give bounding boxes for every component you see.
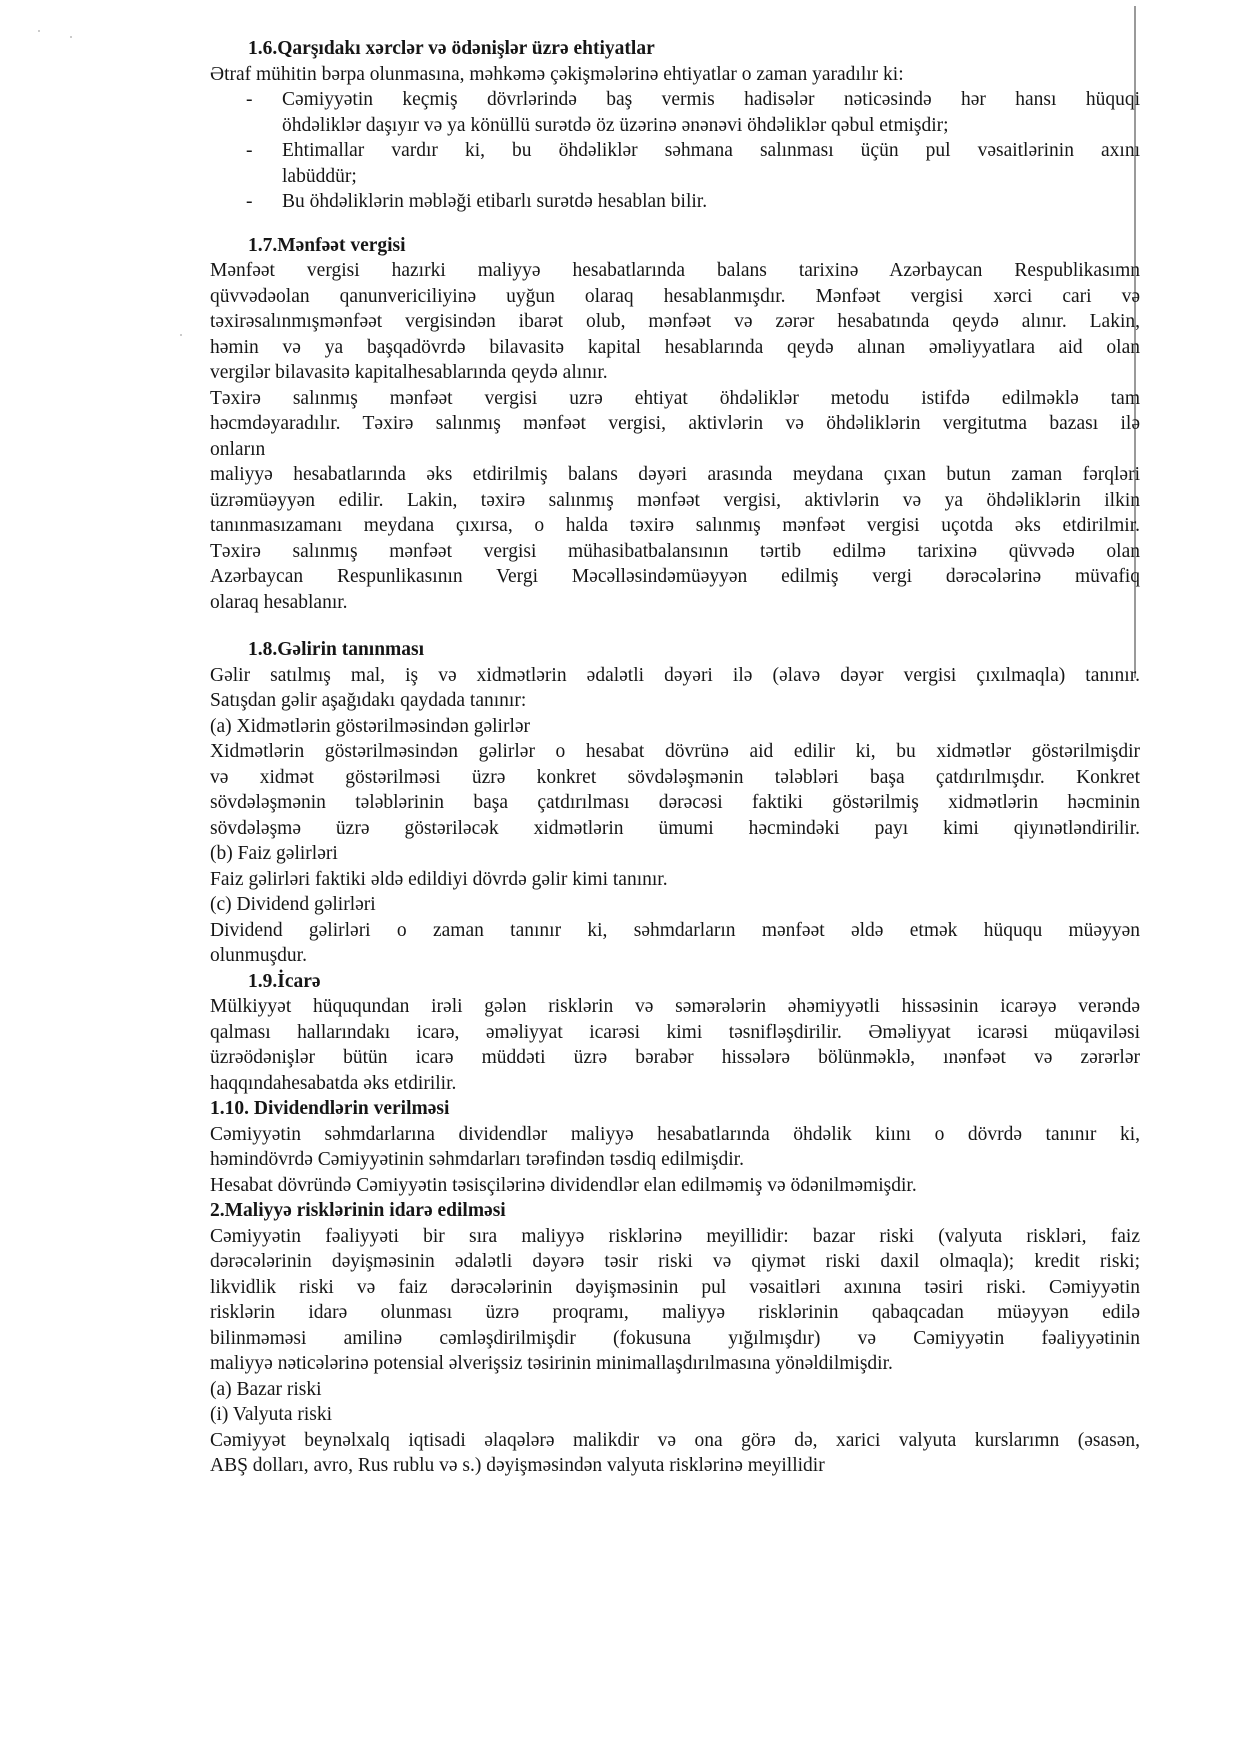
paragraph-line: həmin və ya başqadövrdə bilavasitə kapital hesablarında qeydə alınan əməliyyatlara aid olan — [210, 336, 1140, 358]
paragraph-line: tanınmasızamanı meydana çıxırsa, o halda təxirə salınmış mənfəət vergisi uçotda əks etdirilmir. — [210, 515, 1140, 536]
paragraph-line: Xidmətlərin göstərilməsindən gəlirlər o hesabat dövrünə aid edilir ki, bu xidmətlər göstərilmişdir — [210, 741, 1140, 762]
paragraph-line: maliyyə hesabatlarında əks etdirilmiş balans dəyəri arasında meydana çıxan butun zaman fərqləri — [210, 464, 1140, 485]
section-heading: 1.8.Gəlirin tanınması — [248, 639, 425, 660]
paragraph-line: Faiz gəlirləri faktiki əldə edildiyi dövrdə gəlir kimi tanınır. — [210, 868, 668, 890]
paragraph-line: Dividend gəlirləri o zaman tanınır ki, səhmdarların mənfəət əldə etmək hüququ müəyyən — [210, 919, 1140, 941]
paragraph-line: (i) Valyuta riski — [210, 1404, 333, 1425]
paragraph-line: Təxirə salınmış mənfəət vergisi uzrə ehtiyat öhdəliklər metodu istifdə edilməklə tam — [210, 387, 1140, 409]
section-heading: 1.10. Dividendlərin verilməsi — [210, 1098, 450, 1119]
section-heading: 1.7.Mənfəət vergisi — [248, 234, 406, 256]
paragraph-line: onların — [210, 438, 266, 460]
paragraph-line: likvidlik riski və faiz dərəcələrinin dəyişməsinin pul vəsaitləri axınına təsiri riski. Cəmiyyətin — [210, 1276, 1140, 1298]
paragraph-line: Mənfəət vergisi hazırki maliyyə hesabatlarında balans tarixinə Azərbaycan Respublikasımn — [210, 260, 1140, 281]
paragraph-line: Cəmiyyət beynəlxalq iqtisadi əlaqələrə malikdir və ona görə də, xarici valyuta kurslarımn (əsasən, — [210, 1429, 1140, 1451]
paragraph-line: (a) Bazar riski — [210, 1378, 322, 1400]
paragraph-line: bilinməməsi amilinə cəmləşdirilmişdir (fokusuna yığılmışdır) və Cəmiyyətin fəaliyyətinin — [210, 1327, 1140, 1349]
paragraph-line: sövdələşmənin tələblərinin başa çatdırılması dərəcəsi faktiki göstərilmiş xidmətlərin həcminin — [210, 792, 1140, 813]
paragraph-line: üzrəödənişlər bütün icarə müddəti üzrə bərabər hissələrə bölünməklə, ınənfəət və zərərlər — [210, 1047, 1140, 1068]
paragraph-line: Cəmiyyətin fəaliyyəti bir sıra maliyyə risklərinə meyillidir: bazar riski (valyuta riskləri, faiz — [210, 1225, 1140, 1247]
document-body — [210, 36, 1140, 1479]
paragraph-line: qalması hallarındakı icarə, əməliyyat icarəsi kimi təsnifləşdirilir. Əməliyyat icarəsi müqaviləsi — [210, 1021, 1140, 1043]
paragraph-line: ABŞ dolları, avro, Rus rublu və s.) dəyişməsindən valyuta risklərinə meyillidir — [210, 1455, 825, 1476]
paragraph-line: qüvvədəolan qanunvericiliyinə uyğun olaraq hesablanmışdır. Mənfəət vergisi xərci cari və — [210, 285, 1140, 307]
paragraph-line: (a) Xidmətlərin göstərilməsindən gəlirlər — [210, 715, 531, 737]
paragraph-line: həmindövrdə Cəmiyyətinin səhmdarları tərəfindən təsdiq edilmişdir. — [210, 1149, 744, 1170]
paragraph-line: təxirəsalınmışmənfəət vergisindən ibarət olub, mənfəət və zərər hesabatında qeydə alınır. Lakin, — [210, 311, 1140, 332]
section-heading: 1.9.İcarə — [248, 970, 321, 992]
paragraph-line: üzrəmüəyyən edilir. Lakin, təxirə salınmış mənfəət vergisi, aktivlərin və ya öhdəliklərin ilkin — [210, 489, 1140, 511]
paragraph-line: Azərbaycan Respunlikasının Vergi Məcəlləsindəmüəyyən edilmiş vergi dərəcələrinə müvafiq — [210, 566, 1140, 587]
paragraph-line: vergilər bilavasitə kapitalhesablarında qeydə alınır. — [210, 362, 608, 383]
paragraph-line: sövdələşmə üzrə göstəriləcək xidmətlərin ümumi həcmindəki payı kimi qiyınətləndirilir. — [210, 817, 1140, 839]
scan-speck — [180, 334, 182, 336]
paragraph-line: və xidmət göstərilməsi üzrə konkret sövdələşmənin tələbləri başa çatdırılmışdır. Konkret — [210, 766, 1140, 788]
scan-speck — [70, 36, 72, 38]
bullet-item: - Ehtimallar vardır ki, bu öhdəliklər səhmana salınması üçün pul vəsaitlərinin axını — [246, 140, 1140, 161]
paragraph-line: olunmuşdur. — [210, 945, 307, 966]
paragraph-line: dərəcələrinin dəyişməsinin ədalətli dəyərə təsir riski və qiymət riski daxil olmaqla); kredit riski; — [210, 1251, 1140, 1272]
paragraph-line: maliyyə nəticələrinə potensial əlverişsiz təsirinin minimallaşdırılmasına yönəldilmişdir. — [210, 1353, 893, 1374]
section-heading: 2.Maliyyə risklərinin idarə edilməsi — [210, 1200, 506, 1221]
scan-speck — [38, 30, 40, 32]
bullet-continuation: öhdəliklər daşıyır və ya könüllü surətdə öz üzərinə ənənəvi öhdəliklər qəbul etmişdir; — [282, 114, 949, 136]
paragraph-line: Satışdan gəlir aşağıdakı qaydada tanınır: — [210, 690, 527, 711]
section-heading: 1.6.Qarşıdakı xərclər və ödənişlər üzrə ehtiyatlar — [248, 38, 655, 59]
paragraph-line: risklərin idarə olunması üzrə proqramı, maliyyə risklərinin qabaqcadan müəyyən edilə — [210, 1302, 1140, 1323]
paragraph-line: haqqındahesabatda əks etdirilir. — [210, 1072, 457, 1094]
paragraph-line: Təxirə salınmış mənfəət vergisi mühasibatbalansının tərtib edilmə tarixinə qüvvədə olan — [210, 540, 1140, 562]
paragraph-line: Hesabat dövründə Cəmiyyətin təsisçilərinə dividendlər elan edilməmiş və ödənilməmişdir. — [210, 1174, 917, 1196]
bullet-item: - Bu öhdəliklərin məbləği etibarlı surətdə hesablan bilir. — [246, 191, 708, 212]
paragraph-line: həcmdəyaradılır. Təxirə salınmış mənfəət vergisi, aktivlərin və öhdəliklərin vergitutma bazası ilə — [210, 413, 1140, 434]
paragraph-line: olaraq hesablanır. — [210, 591, 348, 613]
paragraph-line: Mülkiyyət hüququndan irəli gələn risklərin və səmərələrin əhəmiyyətli hissəsinin icarəyə verəndə — [210, 996, 1140, 1017]
paragraph-line: Cəmiyyətin səhmdarlarına dividendlər maliyyə hesabatlarında öhdəlik kiını o dövrdə tanınır ki, — [210, 1123, 1140, 1145]
bullet-continuation: labüddür; — [282, 165, 357, 187]
paragraph-line: Ətraf mühitin bərpa olunmasına, məhkəmə çəkişmələrinə ehtiyatlar o zaman yaradılır ki: — [210, 63, 904, 85]
bullet-item: - Cəmiyyətin keçmiş dövrlərində baş vermis hadisələr nəticəsində hər hansı hüquqi — [246, 89, 1140, 110]
paragraph-line: (c) Dividend gəlirləri — [210, 894, 376, 915]
paragraph-line: Gəlir satılmış mal, iş və xidmətlərin ədalətli dəyəri ilə (əlavə dəyər vergisi çıxılmaqla) tanınır. — [210, 664, 1140, 686]
paragraph-line: (b) Faiz gəlirləri — [210, 843, 338, 864]
